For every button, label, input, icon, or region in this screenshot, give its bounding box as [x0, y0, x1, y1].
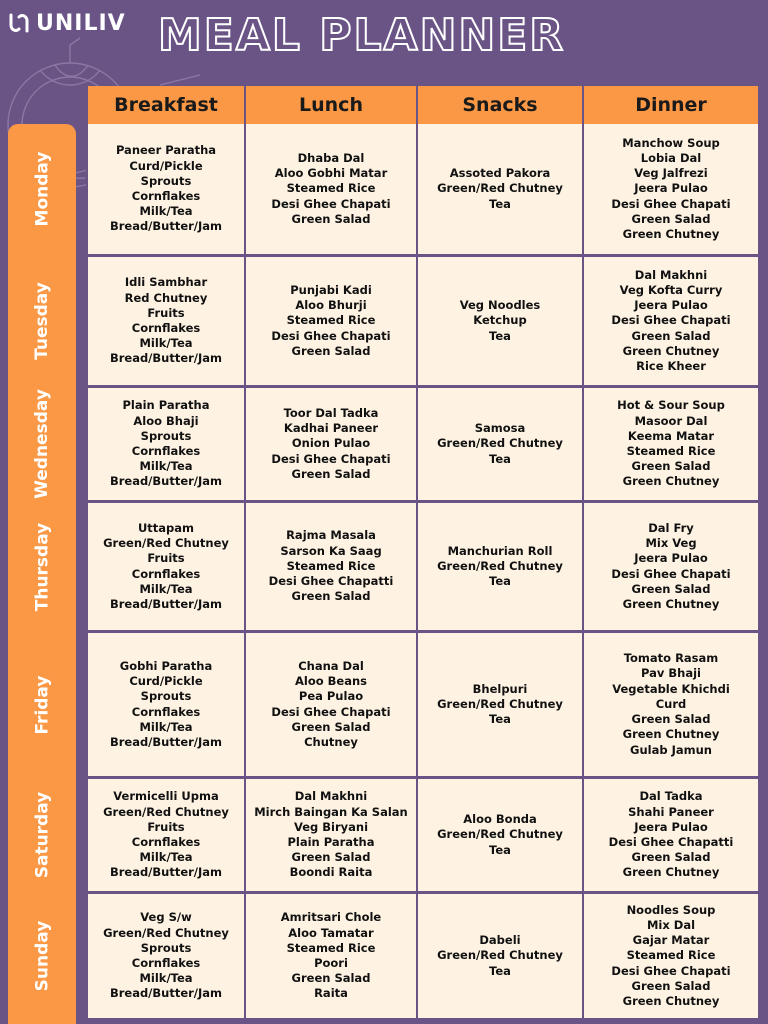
meal-item: Green Salad — [631, 850, 711, 865]
meal-item: Manchurian Roll — [447, 543, 553, 558]
meal-cell-sunday-lunch — [246, 894, 416, 1018]
meal-item: Noodles Soup — [626, 902, 716, 917]
meal-item: Poori — [314, 956, 348, 970]
meal-item: Green Chutney — [622, 474, 720, 489]
meal-item: Assoted Pakora — [449, 166, 551, 181]
brand-logo — [8, 8, 126, 38]
meal-item: Curd/Pickle — [129, 158, 203, 173]
meal-item: Bread/Butter/Jam — [109, 986, 223, 1001]
meal-item: Hot & Sour Soup — [617, 398, 725, 413]
meal-cell-tuesday-lunch — [246, 257, 416, 385]
day-label-thursday — [8, 503, 76, 630]
meal-item: Aloo Beans — [294, 674, 367, 689]
day-label-text: Tuesday — [32, 282, 52, 360]
day-label-monday — [8, 124, 76, 254]
meal-item: Mirch Baingan Ka Salan — [254, 804, 408, 819]
meal-item: Aloo Tamatar — [288, 925, 374, 940]
meal-item: Jeera Pulao — [634, 551, 708, 566]
meal-item: Gajar Matar — [632, 933, 710, 948]
meal-item: Desi Ghee Chapati — [271, 704, 391, 719]
meal-item: Steamed Rice — [626, 444, 716, 458]
meal-item: Desi Ghee Chapati — [611, 963, 731, 978]
meal-item-list — [611, 903, 730, 1009]
page-title: MEAL PLANNER — [158, 10, 566, 61]
meal-item: Bread/Butter/Jam — [109, 734, 223, 749]
meal-item-list — [437, 933, 563, 979]
meal-item: Milk/Tea — [139, 581, 193, 596]
meal-item: Desi Ghee Chapati — [611, 313, 731, 328]
column-header-breakfast: Breakfast — [88, 86, 244, 124]
meal-cell-wednesday-snacks — [418, 388, 582, 500]
meal-item: Green Chutney — [622, 727, 720, 742]
meal-item: Veg Noodles — [459, 298, 541, 313]
meal-item: Green Salad — [291, 466, 371, 481]
meal-item: Cornflakes — [131, 704, 201, 719]
meal-item: Milk/Tea — [139, 719, 193, 734]
meal-item: Lobia Dal — [640, 150, 702, 165]
meal-item: Dal Tadka — [639, 789, 703, 804]
day-label-text: Saturday — [32, 791, 52, 879]
meal-item: Desi Ghee Chapatti — [608, 835, 734, 849]
meal-item: Jeera Pulao — [634, 181, 708, 196]
meal-item-list — [611, 521, 730, 612]
meal-item: Cornflakes — [131, 835, 201, 849]
meal-item: Green Salad — [291, 719, 371, 734]
meal-item: Bread/Butter/Jam — [109, 351, 223, 366]
meal-item-list — [110, 659, 222, 750]
meal-cell-tuesday-snacks — [418, 257, 582, 385]
meal-item: Tea — [489, 451, 511, 466]
meal-item-list — [612, 651, 730, 757]
meal-item: Sprouts — [140, 173, 192, 188]
meal-item: Veg Biryani — [293, 819, 369, 834]
meal-item: Sarson Ka Saag — [280, 543, 382, 558]
meal-item: Cornflakes — [131, 321, 201, 335]
meal-item: Boondi Raita — [289, 865, 373, 880]
meal-cell-saturday-lunch — [246, 779, 416, 891]
meal-item: Desi Ghee Chapati — [271, 196, 391, 211]
meal-item: Bread/Butter/Jam — [109, 596, 223, 611]
meal-item-list — [110, 143, 222, 234]
meal-item: Uttapam — [137, 520, 195, 535]
meal-item: Curd — [655, 696, 687, 711]
meal-item: Chana Dal — [298, 658, 364, 673]
meal-cell-sunday-snacks — [418, 894, 582, 1018]
meal-item: Idli Sambhar — [124, 275, 208, 290]
day-label-text: Monday — [32, 151, 52, 227]
brand-name: UNILIV — [36, 10, 126, 36]
meal-item: Green/Red Chutney — [103, 536, 229, 551]
day-label-saturday — [8, 779, 76, 891]
meal-item: Bread/Butter/Jam — [109, 219, 223, 234]
column-header-lunch: Lunch — [246, 86, 416, 124]
meal-item: Green/Red Chutney — [103, 804, 229, 819]
meal-item: Bread/Butter/Jam — [109, 474, 223, 489]
meal-item: Tea — [489, 574, 511, 589]
meal-item-list — [437, 812, 563, 858]
meal-cell-thursday-dinner — [584, 503, 758, 630]
meal-item: Gulab Jamun — [630, 742, 712, 757]
meal-item: Bhelpuri — [472, 681, 528, 696]
meal-cell-wednesday-dinner — [584, 388, 758, 500]
meal-cell-saturday-dinner — [584, 779, 758, 891]
meal-item: Aloo Gobhi Matar — [274, 166, 388, 181]
meal-item: Vegetable Khichdi — [612, 681, 730, 696]
meal-item: Green Salad — [291, 211, 371, 226]
meal-cell-friday-snacks — [418, 633, 582, 776]
column-header-snacks: Snacks — [418, 86, 582, 124]
meal-item: Green/Red Chutney — [437, 558, 563, 573]
meal-item: Manchow Soup — [622, 135, 720, 150]
meal-item: Veg S/w — [140, 910, 192, 925]
meal-item: Green Salad — [291, 589, 371, 604]
meal-item: Vermicelli Upma — [113, 789, 219, 804]
meal-item: Desi Ghee Chapati — [611, 196, 731, 211]
meal-item-list — [110, 398, 222, 489]
meal-item: Green Salad — [631, 211, 711, 226]
meal-cell-monday-lunch — [246, 124, 416, 254]
meal-item-list — [609, 789, 734, 880]
meal-item: Samosa — [474, 421, 526, 436]
meal-item-list — [271, 151, 390, 227]
meal-item: Green Salad — [291, 850, 371, 865]
meal-item: Cornflakes — [131, 566, 201, 581]
meal-item: Tea — [489, 842, 511, 857]
meal-item-list — [281, 910, 382, 1001]
meal-item: Green Salad — [631, 328, 711, 343]
meal-item: Rice Kheer — [636, 359, 706, 373]
meal-item-list — [617, 398, 725, 489]
meal-item: Tea — [489, 712, 511, 727]
meal-cell-monday-dinner — [584, 124, 758, 254]
meal-item-list — [437, 544, 563, 590]
meal-item-list — [110, 275, 222, 366]
meal-grid — [86, 124, 759, 1018]
meal-item: Tea — [489, 328, 511, 343]
meal-item: Milk/Tea — [139, 850, 193, 865]
meal-item: Masoor Dal — [634, 413, 708, 428]
meal-item: Dal Makhni — [634, 267, 708, 282]
meal-item: Toor Dal Tadka — [283, 405, 379, 420]
meal-item: Raita — [314, 986, 348, 1001]
meal-item: Plain Paratha — [287, 835, 375, 849]
meal-item: Mix Dal — [646, 917, 696, 932]
meal-item: Paneer Paratha — [115, 143, 217, 158]
meal-cell-thursday-lunch — [246, 503, 416, 630]
meal-item: Curd/Pickle — [129, 674, 203, 689]
meal-cell-saturday-snacks — [418, 779, 582, 891]
meal-item: Gobhi Paratha — [119, 658, 213, 673]
meal-item-list — [103, 910, 229, 1001]
meal-item: Amritsari Chole — [280, 910, 382, 925]
column-header-dinner: Dinner — [584, 86, 758, 124]
meal-item: Ketchup — [473, 313, 527, 328]
day-label-text: Wednesday — [32, 389, 53, 499]
meal-item: Sprouts — [140, 428, 192, 443]
meal-item-list — [611, 268, 730, 374]
meal-item: Milk/Tea — [139, 971, 193, 986]
meal-item: Tea — [489, 196, 511, 211]
meal-item: Fruits — [147, 551, 185, 566]
meal-cell-tuesday-dinner — [584, 257, 758, 385]
meal-item: Green Chutney — [622, 227, 720, 241]
meal-item: Green Chutney — [622, 994, 720, 1008]
meal-item-list — [611, 136, 730, 242]
meal-item: Keema Matar — [627, 428, 715, 443]
meal-item: Dabeli — [479, 933, 521, 948]
meal-item-list — [460, 298, 541, 344]
meal-item: Green Salad — [631, 581, 711, 596]
meal-item: Steamed Rice — [286, 940, 376, 955]
meal-item: Tea — [489, 963, 511, 978]
meal-item: Pea Pulao — [298, 689, 364, 704]
meal-item: Desi Ghee Chapati — [271, 451, 391, 466]
meal-item: Green Salad — [291, 971, 371, 986]
meal-item: Milk/Tea — [139, 336, 193, 351]
meal-item: Cornflakes — [131, 444, 201, 458]
meal-item-list — [271, 659, 390, 750]
day-label-friday — [8, 633, 76, 776]
meal-cell-thursday-breakfast — [88, 503, 244, 630]
meal-cell-monday-breakfast — [88, 124, 244, 254]
meal-item-list — [437, 166, 563, 212]
day-label-sunday — [8, 894, 76, 1018]
meal-cell-friday-dinner — [584, 633, 758, 776]
meal-item-list — [271, 283, 390, 359]
day-label-tuesday — [8, 257, 76, 385]
meal-item: Aloo Bhurji — [295, 298, 367, 313]
meal-item-list — [103, 521, 229, 612]
meal-item: Green/Red Chutney — [437, 181, 563, 196]
meal-item: Rajma Masala — [286, 528, 376, 543]
meal-item: Green/Red Chutney — [437, 827, 563, 842]
meal-item: Mix Veg — [645, 536, 697, 551]
meal-item: Jeera Pulao — [634, 298, 708, 313]
meal-item: Desi Ghee Chapati — [611, 566, 731, 581]
meal-item: Steamed Rice — [286, 313, 376, 328]
day-label-text: Sunday — [32, 920, 52, 992]
meal-item: Steamed Rice — [286, 181, 376, 196]
meal-item-list — [103, 789, 229, 880]
meal-item: Veg Kofta Curry — [619, 282, 723, 297]
meal-item: Green Chutney — [622, 596, 720, 611]
meal-item: Green Chutney — [622, 343, 720, 358]
meal-item: Jeera Pulao — [634, 819, 708, 834]
meal-item: Sprouts — [140, 689, 192, 704]
meal-item: Green Salad — [631, 978, 711, 993]
meal-cell-wednesday-breakfast — [88, 388, 244, 500]
meal-item: Green Salad — [631, 712, 711, 727]
day-label-text: Thursday — [32, 522, 53, 611]
meal-cell-monday-snacks — [418, 124, 582, 254]
meal-item: Veg Jalfrezi — [634, 166, 708, 181]
meal-item: Fruits — [147, 305, 185, 320]
meal-item: Sprouts — [140, 940, 192, 955]
meal-item: Milk/Tea — [139, 204, 193, 219]
meal-item: Dal Makhni — [294, 789, 368, 804]
meal-cell-friday-lunch — [246, 633, 416, 776]
meal-item: Chutney — [304, 734, 358, 749]
day-label-text: Friday — [32, 675, 52, 734]
meal-item: Milk/Tea — [139, 459, 193, 474]
meal-item: Dal Fry — [648, 520, 694, 535]
meal-item: Bread/Butter/Jam — [109, 865, 223, 880]
meal-cell-wednesday-lunch — [246, 388, 416, 500]
meal-item: Plain Paratha — [122, 398, 210, 413]
meal-item-list — [269, 528, 394, 604]
meal-item-list — [254, 789, 408, 880]
meal-cell-sunday-dinner — [584, 894, 758, 1018]
meal-item: Kadhai Paneer — [283, 421, 379, 436]
meal-item-list — [271, 406, 390, 482]
meal-item: Green Chutney — [622, 865, 720, 880]
meal-item: Onion Pulao — [291, 436, 371, 451]
meal-item: Pav Bhaji — [641, 666, 701, 681]
meal-item: Dhaba Dal — [297, 150, 365, 165]
brand-logo-icon — [8, 11, 30, 35]
meal-item: Desi Ghee Chapatti — [268, 574, 394, 589]
meal-item: Shahi Paneer — [628, 804, 714, 819]
meal-item: Fruits — [147, 819, 185, 834]
meal-cell-saturday-breakfast — [88, 779, 244, 891]
meal-item: Aloo Bhaji — [133, 413, 199, 428]
day-strip — [8, 124, 76, 1024]
meal-item: Green Salad — [291, 343, 371, 358]
meal-item: Aloo Bonda — [463, 812, 537, 827]
meal-cell-friday-breakfast — [88, 633, 244, 776]
meal-item: Green/Red Chutney — [437, 696, 563, 711]
meal-cell-sunday-breakfast — [88, 894, 244, 1018]
day-label-wednesday — [8, 388, 76, 500]
meal-item: Green/Red Chutney — [437, 948, 563, 963]
meal-cell-tuesday-breakfast — [88, 257, 244, 385]
meal-item: Green/Red Chutney — [437, 436, 563, 451]
meal-item: Punjabi Kadi — [290, 282, 372, 297]
meal-cell-thursday-snacks — [418, 503, 582, 630]
meal-item: Red Chutney — [124, 290, 208, 305]
meal-item: Desi Ghee Chapati — [271, 328, 391, 343]
meal-item: Green/Red Chutney — [103, 925, 229, 940]
meal-item: Steamed Rice — [626, 948, 716, 963]
meal-item: Green Salad — [631, 459, 711, 474]
meal-item: Cornflakes — [131, 189, 201, 203]
meal-item-list — [437, 682, 563, 728]
meal-item: Cornflakes — [131, 956, 201, 970]
meal-item-list — [437, 421, 563, 467]
meal-item: Steamed Rice — [286, 558, 376, 573]
meal-item: Tomato Rasam — [623, 651, 719, 666]
